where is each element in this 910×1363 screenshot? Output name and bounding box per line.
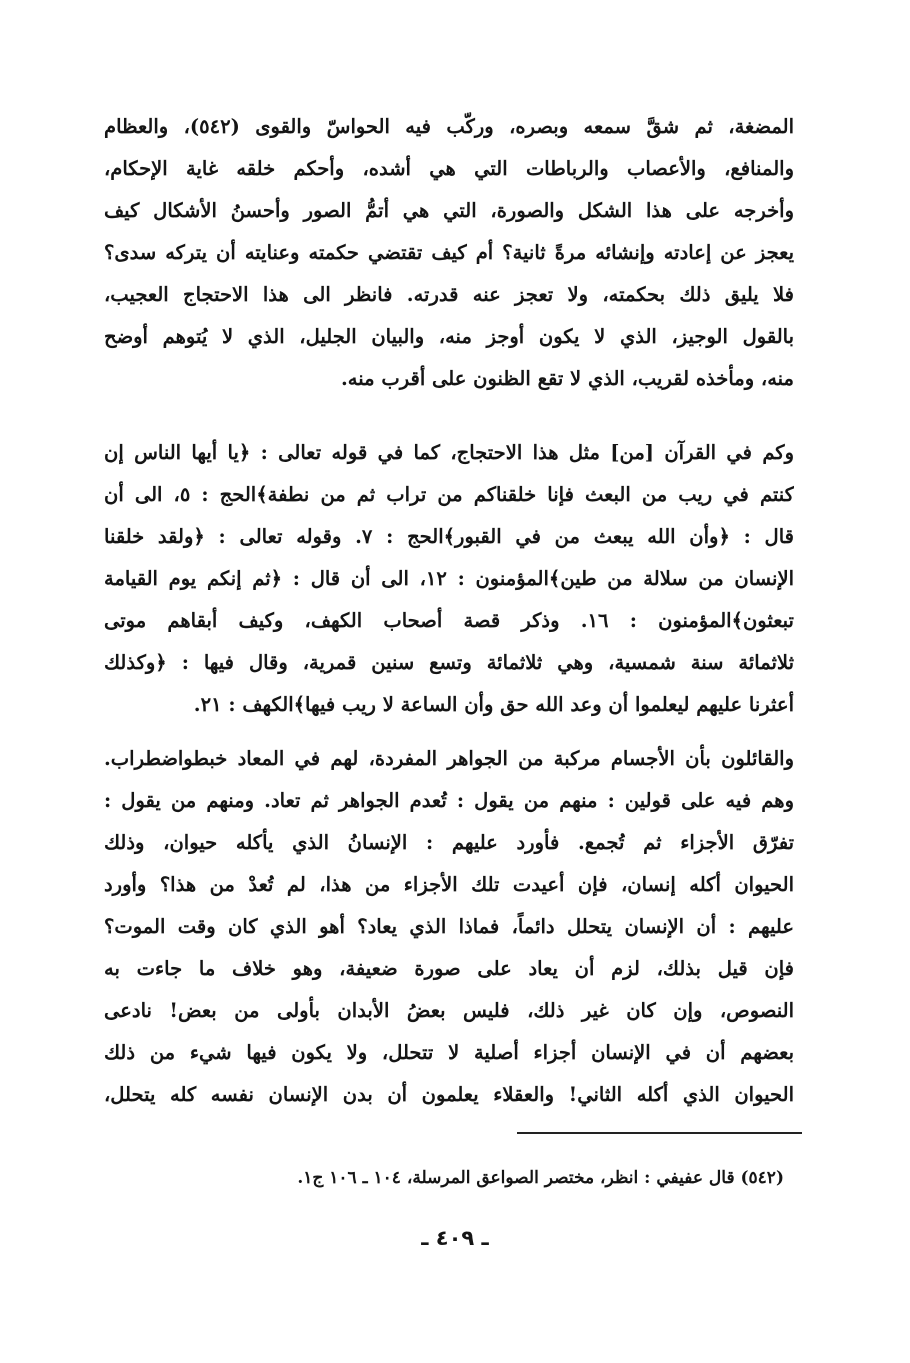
text-line: بالقول الوجيز، الذي لا يكون أوجز منه، والبيان الجليل، الذي لا يُتوهم أوضح — [104, 325, 794, 348]
text-line: قال : ﴿وأن الله يبعث من في القبور﴾الحج : ٧. وقوله تعالى : ﴿ولقد خلقنا — [104, 525, 794, 548]
text-line: الإنسان من سلالة من طين﴾المؤمنون : ١٢، الى أن قال : ﴿ثم إنكم يوم القيامة — [104, 567, 794, 590]
text-line: بعضهم أن في الإنسان أجزاء أصلية لا تتحلل، ولا يكون فيها شيء من ذلك — [104, 1041, 794, 1064]
text-line: تفرّق الأجزاء ثم تُجمع. فأورد عليهم : الإنسانُ الذي يأكله حيوان، وذلك — [104, 831, 794, 854]
text-line: منه، ومأخذه لقريب، الذي لا تقع الظنون على أقرب منه. — [341, 367, 794, 390]
paragraph-1 — [104, 106, 794, 400]
text-line: ثلاثمائة سنة شمسية، وهي ثلاثمائة وتسع سنين قمرية، وقال فيها : ﴿وكذلك — [104, 651, 794, 674]
page-number: ـ ٤٠٩ ـ — [421, 1226, 489, 1250]
text-line: فإن قيل بذلك، لزم أن يعاد على صورة ضعيفة، وهو خلاف ما جاءت به — [104, 957, 794, 980]
text-line: وكم في القرآن [من] مثل هذا الاحتجاج، كما في قوله تعالى : ﴿يا أيها الناس إن — [104, 441, 794, 464]
text-line: أعثرنا عليهم ليعلموا أن وعد الله حق وأن الساعة لا ريب فيها﴾الكهف : ٢١. — [193, 693, 794, 716]
paragraph-3 — [104, 738, 794, 1116]
text-line: الحيوان الذي أكله الثاني! والعقلاء يعلمون أن بدن الإنسان نفسه كله يتحلل، — [104, 1083, 794, 1106]
text-line: يعجز عن إعادته وإنشائه مرةً ثانية؟ أم كيف تقتضي حكمته وعنايته أن يتركه سدى؟ — [104, 241, 794, 264]
text-line: وأخرجه على هذا الشكل والصورة، التي هي أتمُّ الصور وأحسنُ الأشكال كيف — [104, 199, 794, 222]
text-line: عليهم : أن الإنسان يتحلل دائماً، فماذا الذي يعاد؟ أهو الذي كان وقت الموت؟ — [104, 915, 794, 938]
text-line: وهم فيه على قولين : منهم من يقول : تُعدم الجواهر ثم تعاد. ومنهم من يقول : — [104, 789, 794, 812]
text-line: والقائلون بأن الأجسام مركبة من الجواهر المفردة، لهم في المعاد خبطواضطراب. — [104, 747, 794, 770]
paragraph-2 — [104, 432, 794, 726]
text-line: والمنافع، والأعصاب والرباطات التي هي أشده، وأحكم خلقه غاية الإحكام، — [104, 157, 794, 180]
text-line: الحيوان أكله إنسان، فإن أعيدت تلك الأجزاء من هذا، لم تُعدْ من هذا؟ وأورد — [104, 873, 794, 896]
text-line: النصوص، وإن كان غير ذلك، فليس بعضُ الأبدان بأولى من بعض! نادعى — [104, 999, 794, 1022]
footnote-divider — [517, 1132, 802, 1134]
text-line: المضغة، ثم شقَّ سمعه وبصره، وركّب فيه الحواسّ والقوى (٥٤٢)، والعظام — [104, 115, 794, 138]
footnote: (٥٤٢) قال عفيفي : انظر، مختصر الصواعق المرسلة، ١٠٤ ـ ١٠٦ ج١. — [297, 1168, 784, 1188]
text-line: تبعثون﴾المؤمنون : ١٦. وذكر قصة أصحاب الكهف، وكيف أبقاهم موتى — [104, 609, 794, 632]
text-line: كنتم في ريب من البعث فإنا خلقناكم من تراب ثم من نطفة﴾الحج : ٥، الى أن — [104, 483, 794, 506]
text-line: فلا يليق ذلك بحكمته، ولا تعجز عنه قدرته. فانظر الى هذا الاحتجاج العجيب، — [104, 283, 794, 306]
